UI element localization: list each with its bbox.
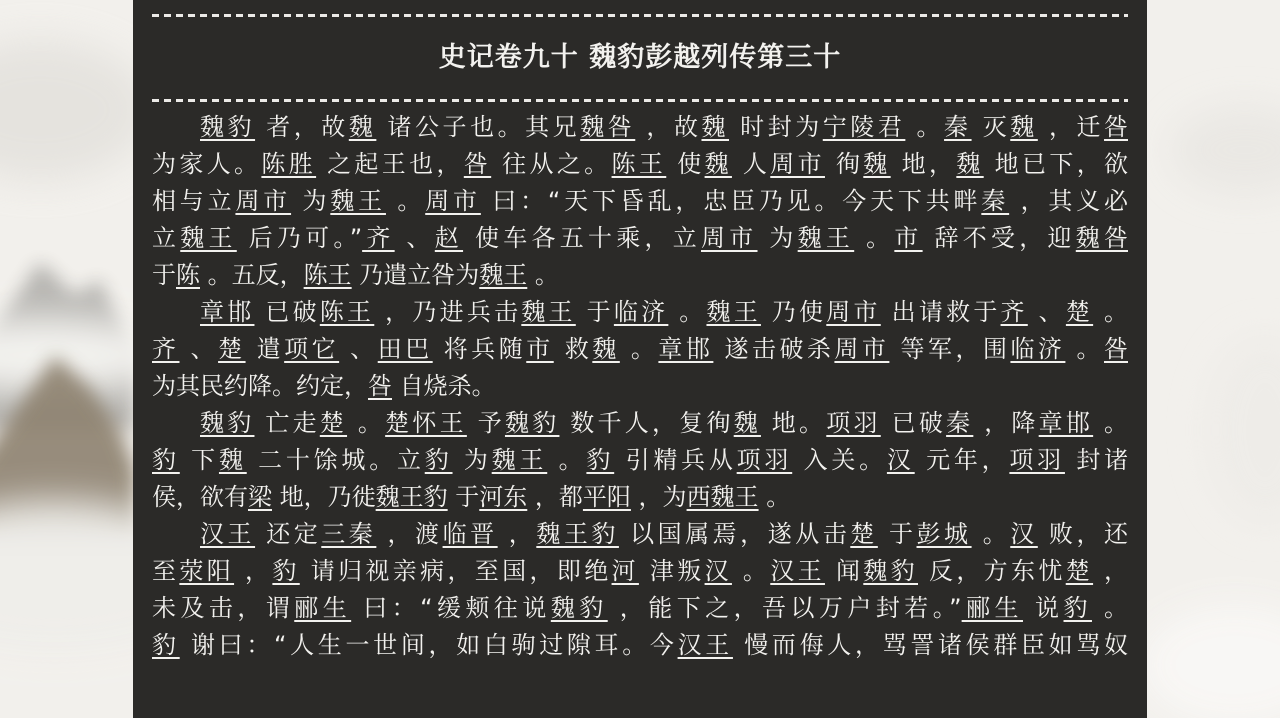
proper-noun-underlined: 陈 xyxy=(176,261,200,289)
proper-noun-underlined: 郦生 xyxy=(294,594,352,622)
text-line: 魏豹 者，故魏 诸公子也。其兄魏咎 ，故魏 时封为宁陵君 。秦 灭魏 ，迁咎 xyxy=(200,113,1128,141)
proper-noun-underlined: 楚 xyxy=(1065,298,1094,326)
proper-noun-underlined: 魏王 xyxy=(706,298,761,326)
text-line: 魏豹 亡走楚 。楚怀王 予魏豹 数千人，复徇魏 地。项羽 已破秦 ，降章邯 。 xyxy=(200,409,1128,437)
proper-noun-underlined: 魏 xyxy=(733,409,761,437)
proper-noun-underlined: 楚 xyxy=(319,409,348,437)
proper-noun-underlined: 西魏王 xyxy=(686,483,759,511)
proper-noun-underlined: 彭城 xyxy=(916,520,972,548)
proper-noun-underlined: 魏咎 xyxy=(1075,224,1128,252)
proper-noun-underlined: 魏 xyxy=(218,446,247,474)
proper-noun-underlined: 咎 xyxy=(463,150,492,178)
proper-noun-underlined: 章邯 xyxy=(658,335,714,363)
proper-noun-underlined: 周市 xyxy=(425,187,481,215)
proper-noun-underlined: 临晋 xyxy=(442,520,498,548)
proper-noun-underlined: 魏豹 xyxy=(200,409,255,437)
proper-noun-underlined: 河东 xyxy=(479,483,528,511)
proper-noun-underlined: 梁 xyxy=(248,483,272,511)
proper-noun-underlined: 魏王 xyxy=(521,298,576,326)
proper-noun-underlined: 周市 xyxy=(826,298,881,326)
proper-noun-underlined: 魏 xyxy=(592,335,620,363)
proper-noun-underlined: 齐 xyxy=(152,335,180,363)
proper-noun-underlined: 汉 xyxy=(704,557,732,585)
proper-noun-underlined: 周市 xyxy=(834,335,890,363)
paragraph xyxy=(152,294,1128,405)
proper-noun-underlined: 楚怀王 xyxy=(385,409,467,437)
proper-noun-underlined: 河 xyxy=(611,557,639,585)
proper-noun-underlined: 魏王豹 xyxy=(375,483,448,511)
proper-noun-underlined: 魏 xyxy=(863,150,891,178)
proper-noun-underlined: 汉 xyxy=(886,446,915,474)
proper-noun-underlined: 项羽 xyxy=(736,446,793,474)
proper-noun-underlined: 魏豹 xyxy=(200,113,256,141)
proper-noun-underlined: 项它 xyxy=(284,335,340,363)
proper-noun-underlined: 市 xyxy=(894,224,923,252)
proper-noun-underlined: 魏王 xyxy=(479,261,528,289)
proper-noun-underlined: 赵 xyxy=(434,224,464,252)
proper-noun-underlined: 豹 xyxy=(152,446,180,474)
proper-noun-underlined: 秦 xyxy=(981,187,1010,215)
proper-noun-underlined: 魏豹 xyxy=(504,409,560,437)
proper-noun-underlined: 魏王 xyxy=(180,224,237,252)
proper-noun-underlined: 周市 xyxy=(770,150,825,178)
proper-noun-underlined: 咎 xyxy=(1104,113,1128,141)
proper-noun-underlined: 秦 xyxy=(944,113,972,141)
proper-noun-underlined: 魏 xyxy=(701,113,730,141)
paragraph xyxy=(152,109,1128,294)
proper-noun-underlined: 魏王 xyxy=(797,224,855,252)
proper-noun-underlined: 荥阳 xyxy=(179,557,235,585)
chapter-title: 史记卷九十 魏豹彭越列传第三十 xyxy=(438,42,842,73)
proper-noun-underlined: 魏 xyxy=(704,150,732,178)
text-line: 侯，欲有梁 地，乃徙魏王豹 于河东 ，都平阳 ，为西魏王 。 xyxy=(152,483,791,511)
proper-noun-underlined: 魏 xyxy=(1010,113,1038,141)
proper-noun-underlined: 魏王 xyxy=(330,187,386,215)
paragraph xyxy=(152,405,1128,516)
text-line: 章邯 已破陈王 ，乃进兵击魏王 于临济 。魏王 乃使周市 出请救于齐 、楚 。 xyxy=(200,298,1128,326)
proper-noun-underlined: 豹 xyxy=(424,446,453,474)
proper-noun-underlined: 田巴 xyxy=(377,335,433,363)
proper-noun-underlined: 咎 xyxy=(1104,335,1128,363)
proper-noun-underlined: 郦生 xyxy=(961,594,1023,622)
proper-noun-underlined: 汉王 xyxy=(677,631,733,659)
text-line: 立魏王 后乃可。”齐 、赵 使车各五十乘，立周市 为魏王 。市 辞不受，迎魏咎 xyxy=(152,224,1128,252)
proper-noun-underlined: 豹 xyxy=(152,631,180,659)
text-line: 相与立周市 为魏王 。周市 曰：“天下昏乱，忠臣乃见。今天下共畔秦 ，其义必 xyxy=(152,187,1128,215)
proper-noun-underlined: 临济 xyxy=(613,298,669,326)
reader-page xyxy=(133,0,1147,718)
proper-noun-underlined: 陈胜 xyxy=(261,150,317,178)
proper-noun-underlined: 楚 xyxy=(218,335,246,363)
proper-noun-underlined: 汉王 xyxy=(770,557,825,585)
dashed-separator-under-title xyxy=(152,99,1128,102)
proper-noun-underlined: 楚 xyxy=(850,520,878,548)
proper-noun-underlined: 魏王 xyxy=(491,446,548,474)
proper-noun-underlined: 陈王 xyxy=(611,150,667,178)
text-line: 未及击，谓郦生 曰：“缓颊往说魏豹 ，能下之，吾以万户封若。”郦生 说豹 。 xyxy=(152,594,1128,622)
proper-noun-underlined: 魏咎 xyxy=(580,113,636,141)
proper-noun-underlined: 陈王 xyxy=(303,261,352,289)
proper-noun-underlined: 项羽 xyxy=(826,409,881,437)
proper-noun-underlined: 秦 xyxy=(946,409,974,437)
text-line: 为家人。陈胜 之起王也，咎 往从之。陈王 使魏 人周市 徇魏 地，魏 地已下，欲 xyxy=(152,150,1128,178)
text-line: 为其民约降。约定，咎 自烧杀。 xyxy=(152,372,496,400)
proper-noun-underlined: 齐 xyxy=(1000,298,1028,326)
proper-noun-underlined: 楚 xyxy=(1065,557,1094,585)
proper-noun-underlined: 咎 xyxy=(368,372,392,400)
proper-noun-underlined: 魏 xyxy=(348,113,377,141)
proper-noun-underlined: 魏王豹 xyxy=(536,520,619,548)
proper-noun-underlined: 周市 xyxy=(701,224,758,252)
proper-noun-underlined: 周市 xyxy=(235,187,292,215)
proper-noun-underlined: 豹 xyxy=(586,446,615,474)
text-line: 汉王 还定三秦 ，渡临晋 ，魏王豹 以国属焉，遂从击楚 于彭城 。汉 败，还 xyxy=(200,520,1128,548)
proper-noun-underlined: 宁陵君 xyxy=(822,113,906,141)
proper-noun-underlined: 章邯 xyxy=(1038,409,1094,437)
proper-noun-underlined: 陈王 xyxy=(319,298,375,326)
article-body xyxy=(152,109,1128,664)
proper-noun-underlined: 豹 xyxy=(272,557,300,585)
text-line: 齐 、楚 遣项它 、田巴 将兵随市 救魏 。章邯 遂击破杀周市 等军，围临济 。咎 xyxy=(152,335,1128,363)
text-line: 于陈 。五反，陈王 乃遣立咎为魏王 。 xyxy=(152,261,559,289)
paragraph xyxy=(152,516,1128,664)
proper-noun-underlined: 市 xyxy=(526,335,554,363)
proper-noun-underlined: 齐 xyxy=(362,224,395,252)
text-line: 豹 谢曰：“人生一世间，如白驹过隙耳。今汉王 慢而侮人，骂詈诸侯群臣如骂奴 xyxy=(152,631,1128,659)
proper-noun-underlined: 三秦 xyxy=(321,520,377,548)
proper-noun-underlined: 汉 xyxy=(1010,520,1038,548)
proper-noun-underlined: 豹 xyxy=(1063,594,1092,622)
proper-noun-underlined: 魏 xyxy=(956,150,984,178)
proper-noun-underlined: 魏豹 xyxy=(550,594,608,622)
text-line: 至荥阳 ，豹 请归视亲病，至国，即绝河 津叛汉 。汉王 闻魏豹 反，方东忧楚 ， xyxy=(152,557,1128,585)
proper-noun-underlined: 汉王 xyxy=(200,520,256,548)
proper-noun-underlined: 平阳 xyxy=(582,483,631,511)
proper-noun-underlined: 临济 xyxy=(1010,335,1066,363)
proper-noun-underlined: 章邯 xyxy=(200,298,255,326)
proper-noun-underlined: 项羽 xyxy=(1009,446,1065,474)
text-line: 豹 下魏 二十馀城。立豹 为魏王 。豹 引精兵从项羽 入关。汉 元年，项羽 封诸 xyxy=(152,446,1128,474)
proper-noun-underlined: 魏豹 xyxy=(863,557,918,585)
